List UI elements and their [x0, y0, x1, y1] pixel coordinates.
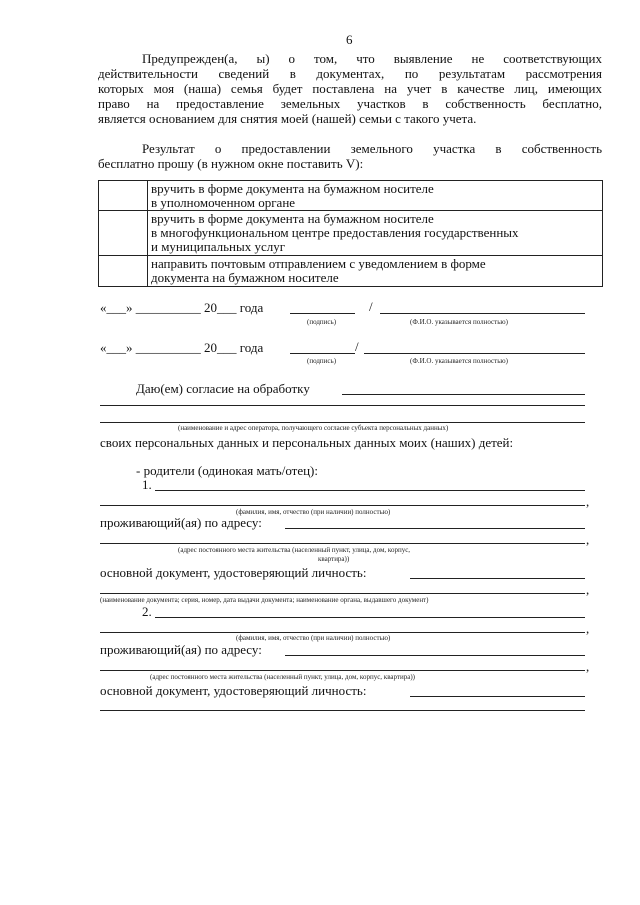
address-field[interactable] — [285, 528, 585, 529]
person-name-field[interactable] — [100, 632, 585, 633]
checkbox-column-divider — [147, 181, 148, 286]
person-name-field[interactable] — [100, 505, 585, 506]
signature-caption: (подпись) — [307, 357, 337, 365]
warning-line: является основанием для снятия моей (нашей) семьи с такого учета. — [98, 111, 477, 126]
person-number: 2. — [142, 604, 152, 619]
signature-field[interactable] — [290, 353, 355, 354]
delivery-options-table — [98, 180, 603, 287]
operator-field[interactable] — [342, 394, 585, 395]
address-caption: (адрес постоянного места жительства (населенный пункт, улица, дом, корпус, — [178, 546, 411, 554]
fio-field[interactable] — [380, 313, 585, 314]
operator-caption: (наименование и адрес оператора, получающего согласие субъекта персональных данных) — [178, 424, 449, 432]
address-field[interactable] — [100, 670, 585, 671]
option-text: вручить в форме документа на бумажном носителе — [151, 181, 434, 196]
warning-line: право на предоставление земельных участков в собственность бесплатно, — [98, 96, 602, 111]
line-comma: , — [586, 494, 590, 509]
address-field[interactable] — [100, 543, 585, 544]
fio-caption: (Ф.И.О. указывается полностью) — [410, 357, 508, 365]
name-caption: (фамилия, имя, отчество (при наличии) полностью) — [236, 634, 391, 642]
warning-line: Предупрежден(а, ы) о том, что выявление не соответствующих — [142, 51, 602, 66]
operator-field[interactable] — [100, 405, 585, 406]
doc-field[interactable] — [410, 696, 585, 697]
result-line: Результат о предоставлении земельного участка в собственность — [142, 141, 602, 156]
option-text: в многофункциональном центре предоставления государственных — [151, 225, 519, 240]
fio-caption: (Ф.И.О. указывается полностью) — [410, 318, 508, 326]
slash: / — [355, 339, 359, 354]
name-caption: (фамилия, имя, отчество (при наличии) полностью) — [236, 508, 391, 516]
slash: / — [369, 299, 373, 314]
warning-line: действительности сведений в документах, по результатам рассмотрения — [98, 66, 602, 81]
line-comma: , — [586, 659, 590, 674]
person-name-field[interactable] — [155, 617, 585, 618]
option-checkbox[interactable] — [99, 211, 147, 255]
doc-field[interactable] — [100, 710, 585, 711]
fio-field[interactable] — [364, 353, 585, 354]
warning-line: которых моя (наша) семья будет поставлена на учет в качестве лиц, имеющих — [98, 81, 602, 96]
option-text: в уполномоченном органе — [151, 195, 296, 210]
option-text: документа на бумажном носителе — [151, 270, 339, 285]
signature-date: «___» __________ 20___ года — [100, 300, 264, 315]
address-field[interactable] — [285, 655, 585, 656]
doc-label: основной документ, удостоверяющий личность: — [100, 683, 367, 698]
option-checkbox[interactable] — [99, 256, 147, 286]
consent-continuation: своих персональных данных и персональных данных моих (наших) детей: — [100, 435, 514, 450]
doc-label: основной документ, удостоверяющий личность: — [100, 565, 367, 580]
page-number: 6 — [346, 32, 353, 47]
operator-field[interactable] — [100, 422, 585, 423]
address-label: проживающий(ая) по адресу: — [100, 515, 262, 530]
consent-label: Даю(ем) согласие на обработку — [136, 381, 310, 396]
address-caption: квартира)) — [318, 555, 350, 563]
option-text: и муниципальных услуг — [151, 239, 286, 254]
line-comma: , — [586, 621, 590, 636]
address-label: проживающий(ая) по адресу: — [100, 642, 262, 657]
signature-caption: (подпись) — [307, 318, 337, 326]
result-line: бесплатно прошу (в нужном окне поставить V): — [98, 156, 364, 171]
signature-date: «___» __________ 20___ года — [100, 340, 264, 355]
person-number: 1. — [142, 477, 152, 492]
line-comma: , — [586, 582, 590, 597]
line-comma: , — [586, 532, 590, 547]
parents-label: - родители (одинокая мать/отец): — [136, 463, 318, 478]
doc-caption: (наименование документа; серия, номер, дата выдачи документа; наименование органа, выдавшего документ) — [100, 596, 429, 604]
option-text: вручить в форме документа на бумажном носителе — [151, 211, 434, 226]
doc-field[interactable] — [100, 593, 585, 594]
signature-field[interactable] — [290, 313, 355, 314]
address-caption: (адрес постоянного места жительства (населенный пункт, улица, дом, корпус, квартира)) — [150, 673, 415, 681]
option-text: направить почтовым отправлением с уведомлением в форме — [151, 256, 486, 271]
person-name-field[interactable] — [155, 490, 585, 491]
doc-field[interactable] — [410, 578, 585, 579]
option-checkbox[interactable] — [99, 181, 147, 210]
